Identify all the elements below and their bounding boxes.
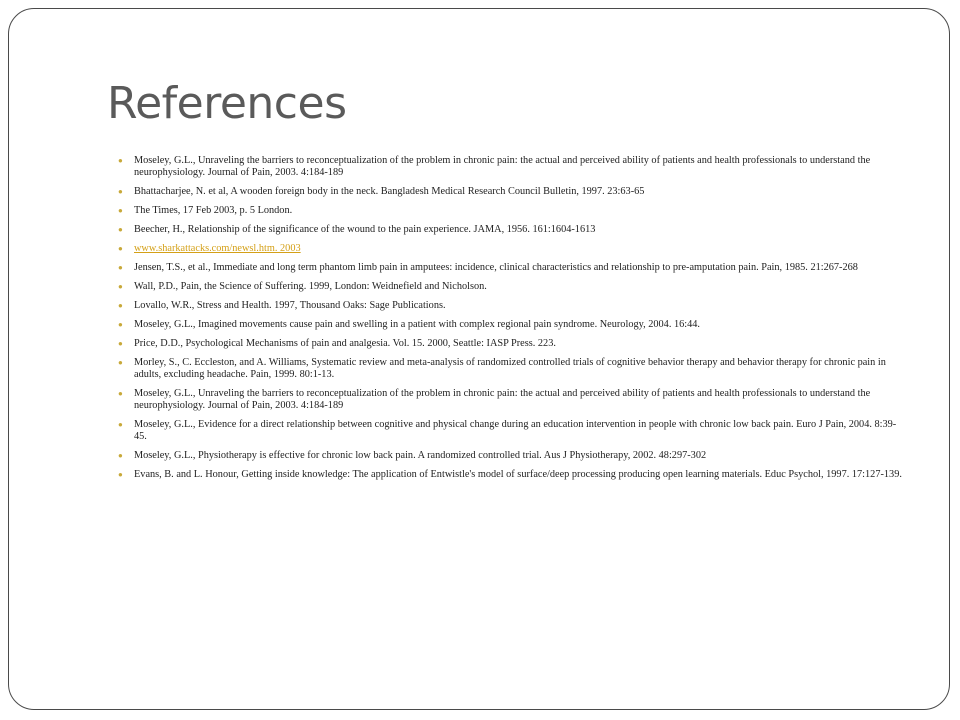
bullet-icon: ● [118,244,123,253]
reference-item [118,338,908,350]
reference-text: Lovallo, W.R., Stress and Health. 1997, Thousand Oaks: Sage Publications. [134,300,446,311]
reference-item [118,224,908,236]
slide-title: References [107,78,347,129]
bullet-icon: ● [118,301,123,310]
reference-item [118,186,908,198]
reference-item [118,419,908,443]
reference-text: Beecher, H., Relationship of the significance of the wound to the pain experience. JAMA, 1956. 161:1604-1613 [134,224,596,235]
bullet-icon: ● [118,339,123,348]
reference-text: Moseley, G.L., Imagined movements cause pain and swelling in a patient with complex regional pain syndrome. Neurology, 2004. 16:44. [134,319,701,330]
reference-item [118,388,908,412]
reference-item [118,300,908,312]
bullet-icon: ● [118,320,123,329]
bullet-icon: ● [118,225,123,234]
reference-item [118,469,908,481]
reference-link[interactable]: www.sharkattacks.com/newsl.htm. 2003 [134,243,301,254]
bullet-icon: ● [118,263,123,272]
bullet-icon: ● [118,156,123,165]
reference-item [118,281,908,293]
reference-item [118,357,908,381]
reference-list [118,155,908,488]
bullet-icon: ● [118,420,123,429]
reference-text: Price, D.D., Psychological Mechanisms of pain and analgesia. Vol. 15. 2000, Seattle: IASP Press. 223. [134,338,556,349]
bullet-icon: ● [118,470,123,479]
bullet-icon: ● [118,389,123,398]
bullet-icon: ● [118,358,123,367]
bullet-icon: ● [118,282,123,291]
bullet-icon: ● [118,451,123,460]
reference-item [118,319,908,331]
reference-text: Jensen, T.S., et al., Immediate and long term phantom limb pain in amputees: incidence, clinical characteristics and relationship to pre-amputation pain. Pain, 1985. 21:267-268 [134,262,858,273]
reference-text: Morley, S., C. Eccleston, and A. Williams, Systematic review and meta-analysis of randomized controlled trials of cognitive behavior therapy and behavior therapy for chronic pain in adults, excluding headache. Pain, 1999. 80:1-13. [134,357,886,380]
bullet-icon: ● [118,206,123,215]
reference-text: Moseley, G.L., Physiotherapy is effective for chronic low back pain. A randomized controlled trial. Aus J Physiotherapy, 2002. 48:297-302 [134,450,707,461]
reference-text: Moseley, G.L., Evidence for a direct relationship between cognitive and physical change during an education intervention in people with chronic low back pain. Euro J Pain, 2004. 8:39-45. [134,419,897,442]
reference-item [118,262,908,274]
reference-text: Evans, B. and L. Honour, Getting inside knowledge: The application of Entwistle's model of surface/deep processing producing open learning materials. Educ Psychol, 1997. 17:127-139. [134,469,902,480]
reference-item [118,155,908,179]
reference-text: Moseley, G.L., Unraveling the barriers to reconceptualization of the problem in chronic pain: the actual and perceived ability of patients and health professionals to understand the neurophysiology. Journal of Pain, 2003. 4:184-189 [134,155,871,178]
reference-text: The Times, 17 Feb 2003, p. 5 London. [134,205,293,216]
reference-text: Bhattacharjee, N. et al, A wooden foreign body in the neck. Bangladesh Medical Research Council Bulletin, 1997. 23:63-65 [134,186,645,197]
reference-text: Moseley, G.L., Unraveling the barriers to reconceptualization of the problem in chronic pain: the actual and perceived ability of patients and health professionals to understand the neurophysiology. Journal of Pain, 2003. 4:184-189 [134,388,871,411]
reference-item [118,243,908,255]
reference-text: Wall, P.D., Pain, the Science of Suffering. 1999, London: Weidnefield and Nicholson. [134,281,487,292]
bullet-icon: ● [118,187,123,196]
reference-item [118,450,908,462]
reference-item [118,205,908,217]
